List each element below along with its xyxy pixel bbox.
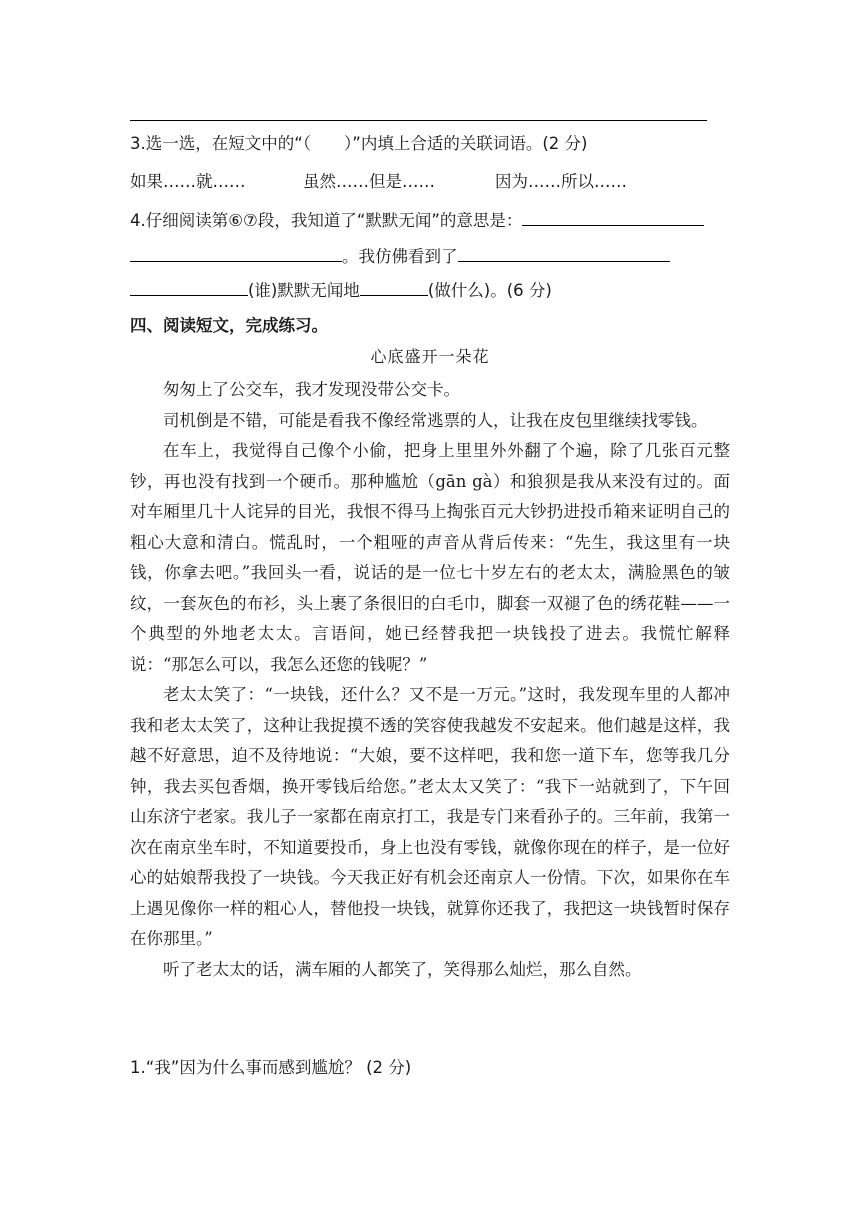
section-heading: 四、阅读短文，完成练习。 <box>130 316 328 335</box>
passage <box>130 375 730 985</box>
question-4-line-2 <box>130 243 670 268</box>
option-3: 因为……所以…… <box>495 172 627 191</box>
answer-blank-who[interactable] <box>130 277 248 296</box>
question-4-mid-text: 。我仿佛看到了 <box>342 247 458 266</box>
question-1: 1.“我”因为什么事而感到尴尬？ (2 分) <box>130 1058 412 1077</box>
paragraph: 司机倒是不错，可能是看我不像经常逃票的人，让我在皮包里继续找零钱。 <box>163 410 708 430</box>
question-4-line-3 <box>130 277 552 302</box>
paragraph: 听了老太太的话，满车厢的人都笑了，笑得那么灿烂，那么自然。 <box>163 959 642 979</box>
question-3: 3.选一选，在短文中的“（ ）”内填上合适的关联词语。(2 分) <box>130 134 588 153</box>
question-4-prompt: 4.仔细阅读第⑥⑦段，我知道了“默默无闻”的意思是： <box>130 211 523 230</box>
answer-blank[interactable] <box>130 243 342 262</box>
option-2: 虽然……但是…… <box>303 172 435 191</box>
paragraph: 老太太笑了：“一块钱，还什么？又不是一万元。”这时，我发现车里的人都冲我和老太太笑了，这种让我捉摸不透的笑容使我越发不安起来。他们越是这样，我越不好意思，迫不及待地说：“大娘，要不这样吧，我和您一道下车，您等我几分钟，我去买包香烟，换开零钱后给您。”老太太又笑了：“我下一站就到了，下午回山东济宁老家。我儿子一家都在南京打工，我是专门来看孙子的。三年前，我第一次在南京坐车时，不知道要投币，身上也没有零钱，就像你现在的样子，是一位好心的姑娘帮我投了一块钱。今天我正好有机会还南京人一份情。下次，如果你在车上遇见像你一样的粗心人，替他投一块钱，就算你还我了，我把这一块钱暂时保存在你那里。” <box>130 685 730 948</box>
answer-blank-what[interactable] <box>360 277 428 296</box>
paragraph: 在车上，我觉得自己像个小偷，把身上里里外外翻了个遍，除了几张百元整钞，再也没有找到一个硬币。那种尴尬（gān gà）和狼狈是我从来没有过的。面对车厢里几十人诧异的目光，我恨不得马上掏张百元大钞扔进投币箱来证明自己的粗心大意和清白。慌乱时，一个粗哑的声音从背后传来：“先生，我这里有一块钱，你拿去吧。”我回头一看，说话的是一位七十岁左右的老太太，满脸黑色的皱纹，一套灰色的布衫，头上裹了条很旧的白毛巾，脚套一双褪了色的绣花鞋——一个典型的外地老太太。言语间，她已经替我把一块钱投了进去。我慌忙解释说：“那怎么可以，我怎么还您的钱呢？” <box>130 441 730 674</box>
option-1: 如果……就…… <box>130 172 246 191</box>
question-4-line-1 <box>130 207 704 232</box>
what-label: (做什么)。(6 分) <box>427 281 552 300</box>
passage-title: 心底盛开一朵花 <box>370 347 490 366</box>
paragraph: 匆匆上了公交车，我才发现没带公交卡。 <box>163 380 460 399</box>
answer-blank[interactable] <box>458 243 670 262</box>
answer-line-top <box>130 120 707 121</box>
answer-blank[interactable] <box>522 207 704 226</box>
who-label: (谁)默默无闻地 <box>248 281 360 300</box>
